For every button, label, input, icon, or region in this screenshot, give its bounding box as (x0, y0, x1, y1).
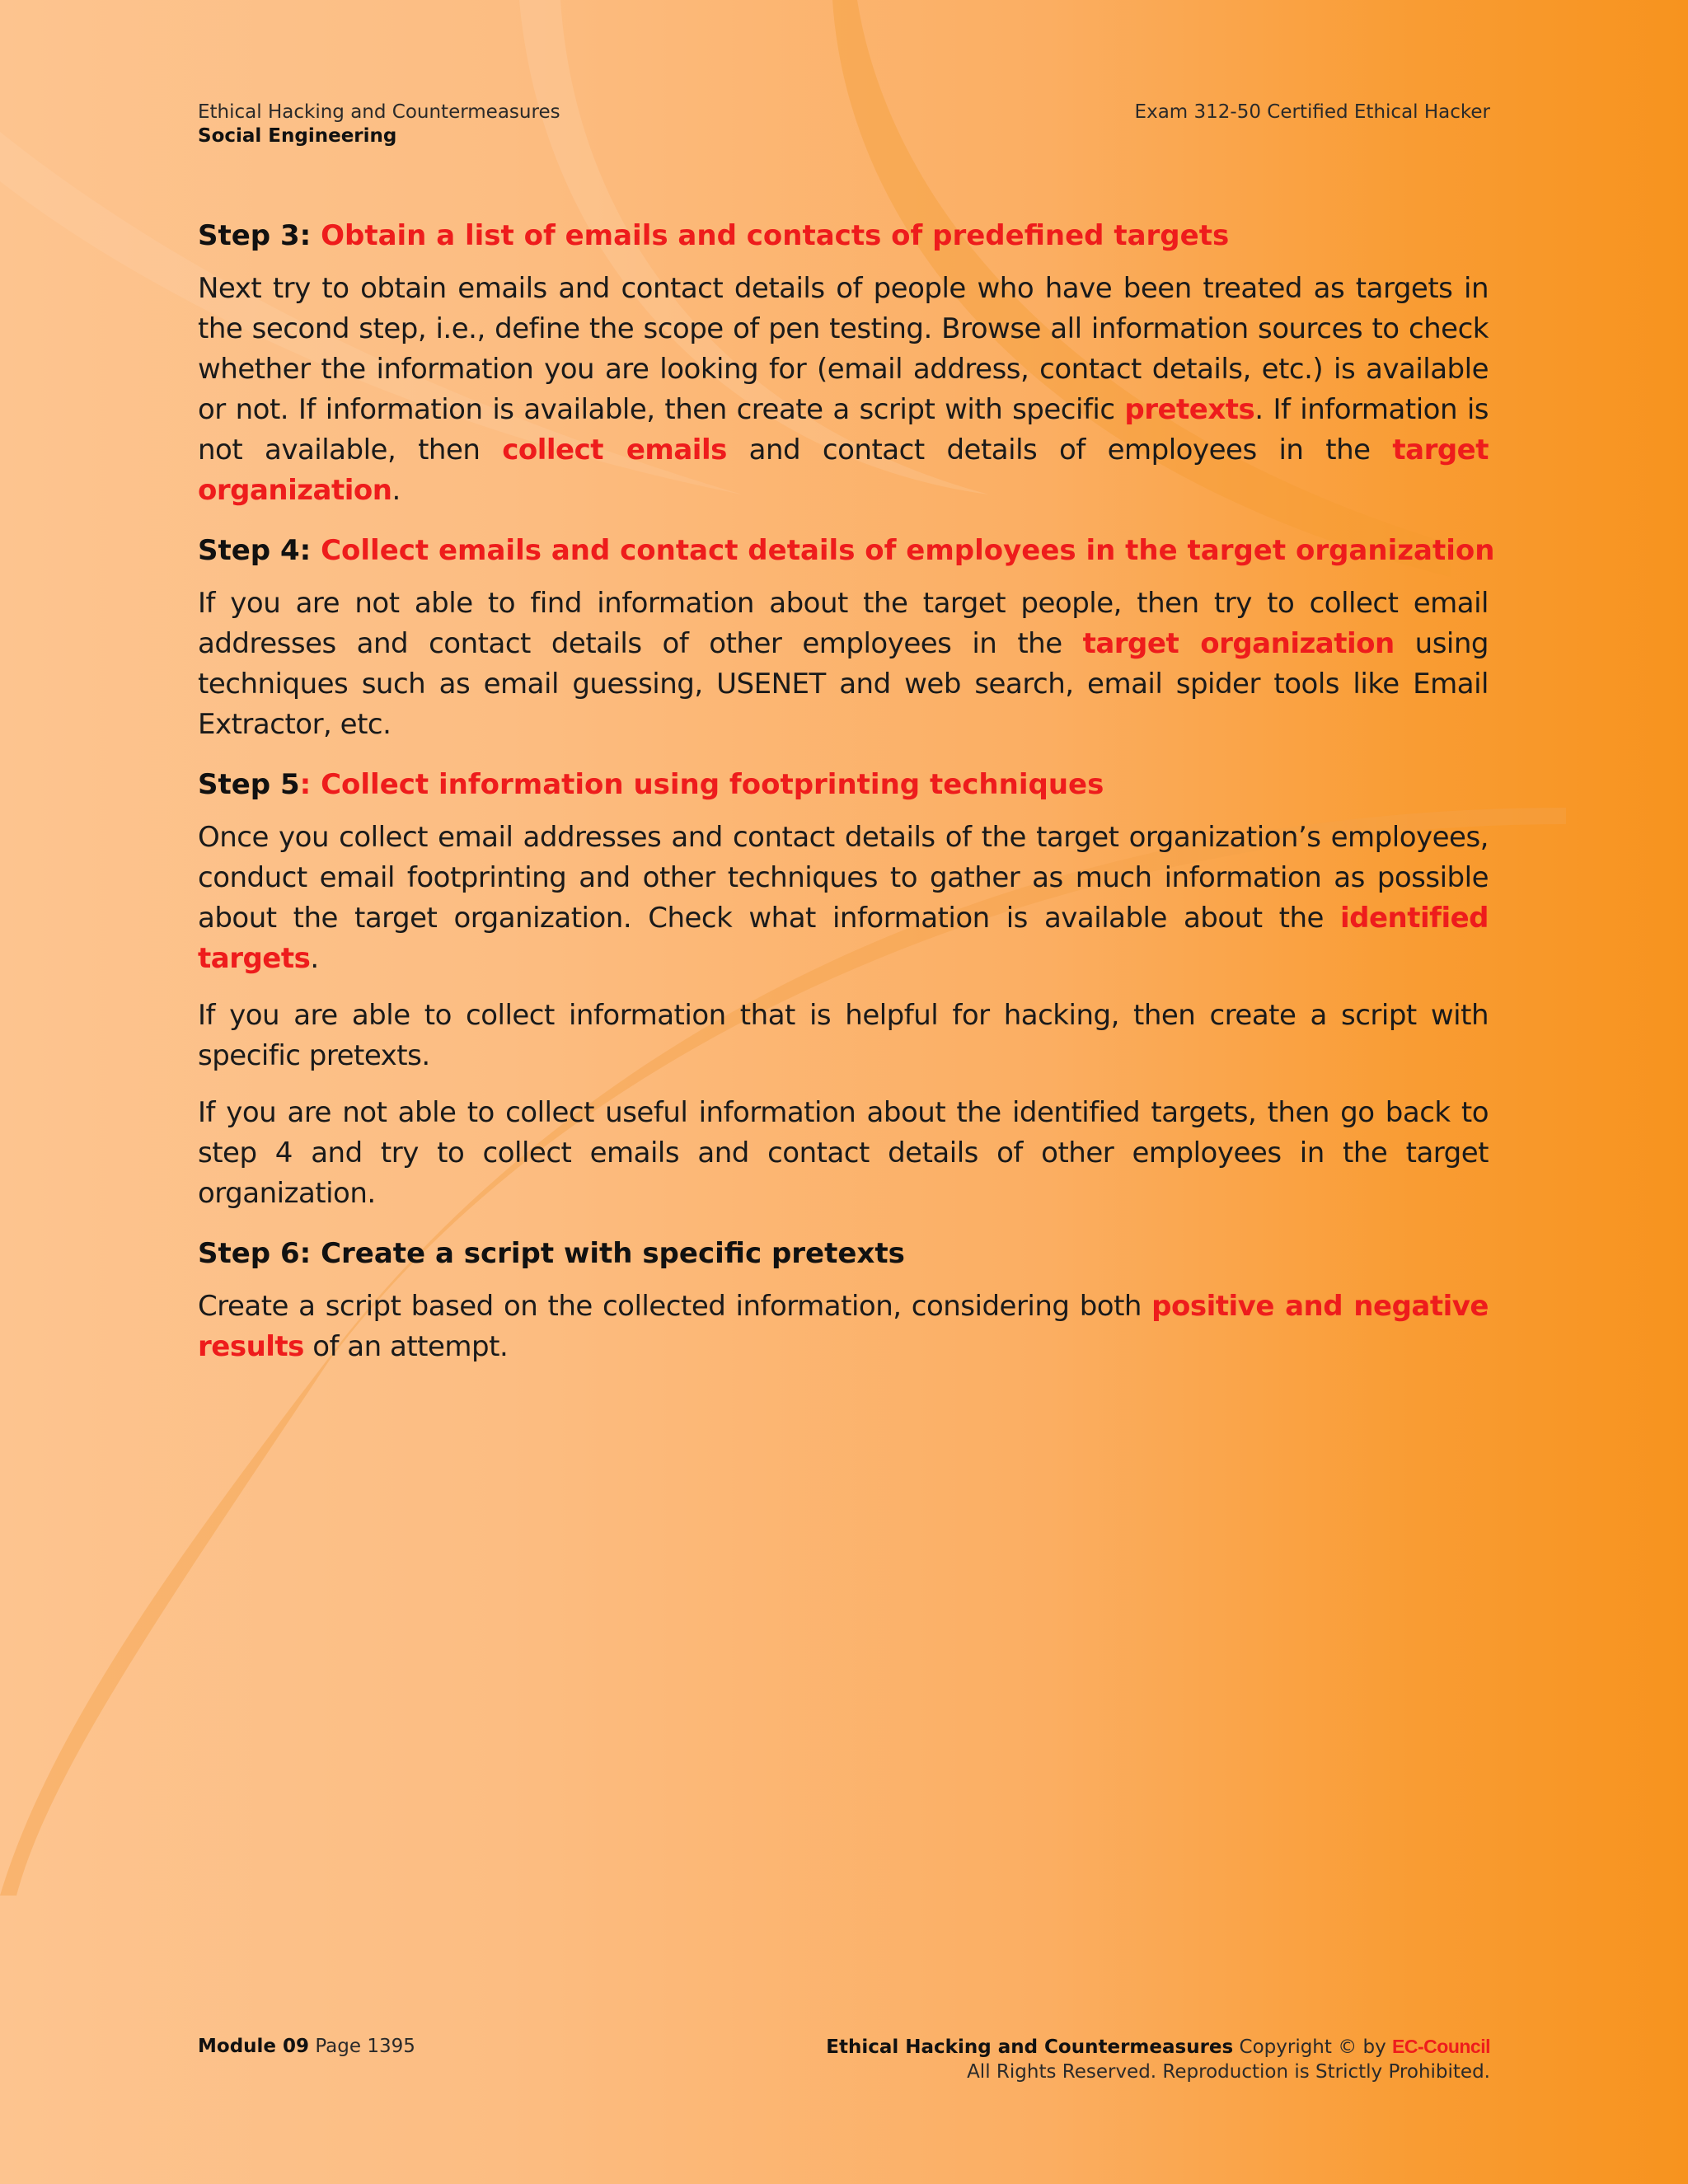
exam-title: Exam 312-50 Certified Ethical Hacker (1134, 101, 1490, 123)
step-5-title: : Collect information using footprinting techniques (299, 768, 1104, 801)
rights-notice: All Rights Reserved. Reproduction is Strictly Prohibited. (967, 2061, 1490, 2083)
step-5-paragraph-1 (198, 818, 1489, 979)
copyright-title: Ethical Hacking and Countermeasures (826, 2036, 1234, 2058)
module-number: Module 09 (198, 2036, 310, 2057)
highlight-pretexts: pretexts (1124, 393, 1255, 426)
step-5-heading (198, 762, 1489, 808)
step-3-heading (198, 213, 1489, 259)
step-3-title: Obtain a list of emails and contacts of predefined targets (321, 219, 1230, 252)
highlight-target-organization: target organization (1082, 627, 1395, 660)
text-run: Once you collect email addresses and contact details of the target organization’s employees, conduct email footprinting and other techniques to gather as much information as possible about the target organization. Check what information is available about the (198, 821, 1489, 935)
highlight-target-organization: target organization (198, 434, 1489, 507)
text-run: . If information is not available, then (198, 393, 1489, 466)
step-6-heading: Step 6: Create a script with specific pretexts (198, 1237, 905, 1270)
page-footer-left (198, 2034, 415, 2059)
step-5-prefix: Step 5 (198, 768, 300, 801)
highlight-positive-negative-results: positive and negative results (198, 1290, 1489, 1363)
text-run: Create a script based on the collected information, considering both (198, 1290, 1152, 1323)
highlight-collect-emails: collect emails (502, 434, 727, 466)
step-4-title: Collect emails and contact details of employees in the target organization (321, 534, 1495, 567)
step-4-heading (198, 527, 1495, 574)
text-run: If you are not able to find information about the target people, then try to collect email addresses and contact details of other employees in the (198, 587, 1489, 660)
step-5-paragraph-3: If you are not able to collect useful information about the identified targets, then go back to step 4 and try to collect emails and contact details of other employees in the target organization. (198, 1096, 1489, 1210)
highlight-identified-targets: identified targets (198, 902, 1489, 975)
page-header-right (1135, 101, 1490, 124)
ec-council-logo: EC-Council (1392, 2036, 1490, 2057)
step-4-prefix: Step 4: (198, 534, 321, 567)
text-run: . (392, 474, 401, 507)
step-4-paragraph (198, 583, 1489, 745)
text-run: . (310, 942, 319, 975)
text-run: of an attempt. (303, 1330, 509, 1363)
page-number: Page 1395 (315, 2036, 415, 2057)
copyright-line (826, 2034, 1490, 2060)
course-title: Ethical Hacking and Countermeasures (198, 101, 560, 123)
step-3-paragraph (198, 269, 1489, 511)
text-run: Next try to obtain emails and contact details of people who have been treated as targets in the second step, i.e., define the scope of pen testing. Browse all information sources to check whether the information you are looking for (email address, contact details, etc.) is available or not. If information is available, then create a script with specific (198, 272, 1489, 426)
step-3-prefix: Step 3: (198, 219, 321, 252)
main-content (198, 213, 1495, 1384)
text-run: and contact details of employees in the (726, 434, 1393, 466)
text-run: using techniques such as email guessing, USENET and web search, email spider tools like Email Extractor, etc. (198, 627, 1489, 741)
module-name: Social Engineering (198, 125, 397, 147)
step-5-paragraph-2: If you are able to collect information that is helpful for hacking, then create a script with specific pretexts. (198, 999, 1489, 1072)
page-footer-right (826, 2034, 1490, 2084)
page-header-left (198, 101, 560, 148)
step-6-paragraph (198, 1286, 1489, 1367)
copyright-text: Copyright © by (1239, 2036, 1386, 2058)
